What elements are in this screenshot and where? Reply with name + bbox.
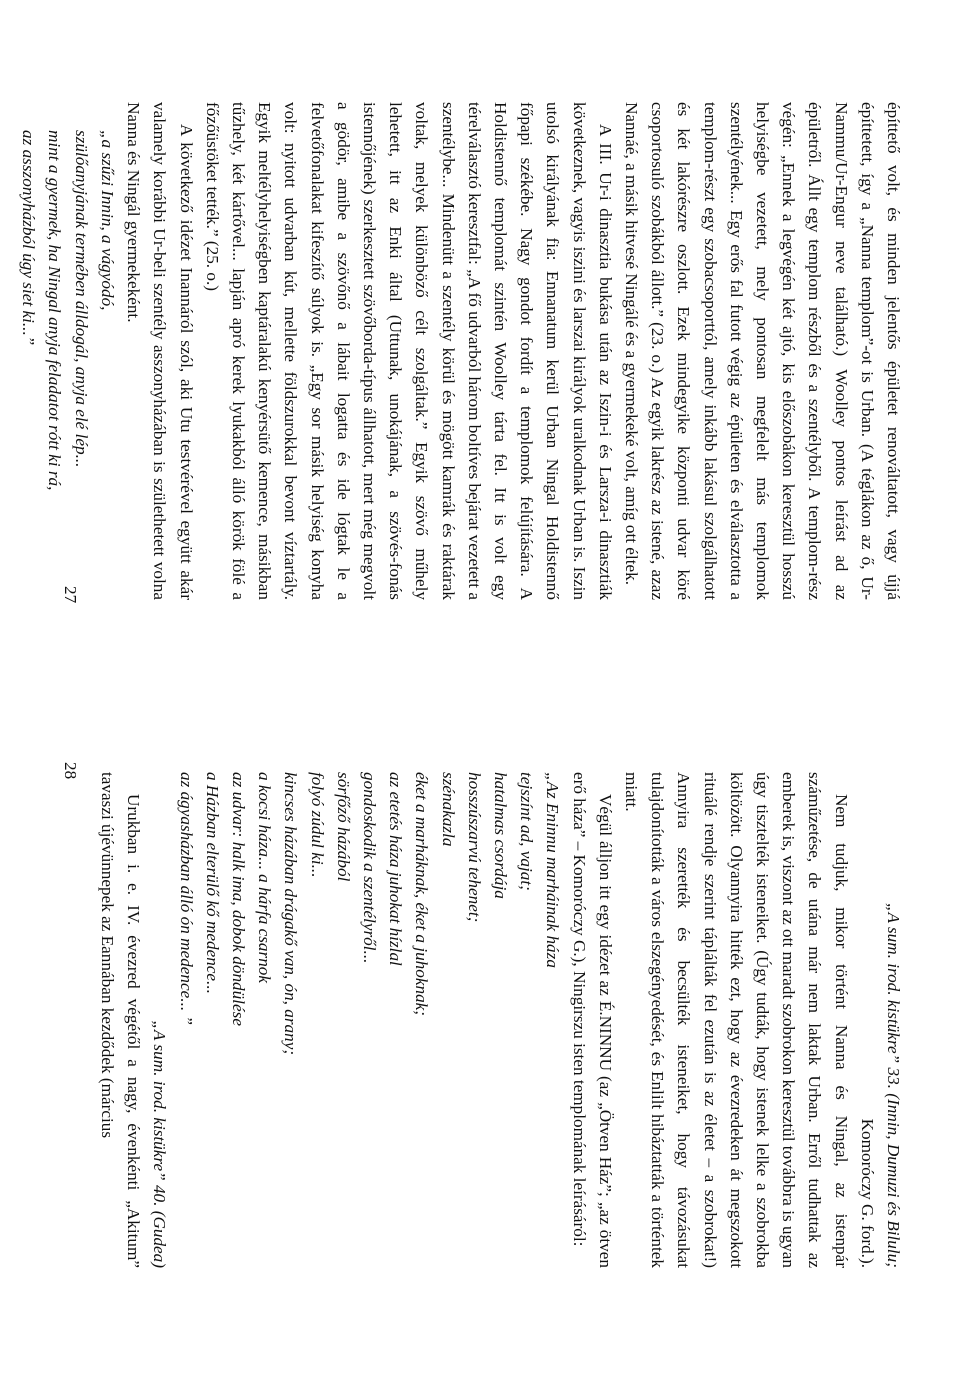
left-paragraph-3: A következő idézet Inannáról szól, aki Utu testvérével együtt akár valamely korábbi Ur-beli szentély asszonyházában is születhetett volna Nanna és Ningál gyermekeként.	[124, 102, 196, 600]
verse-line: az udvar: halk ima, dobok döndülése	[228, 772, 248, 1026]
verse-line: mint a gyermek, ha Ningal anyja feladatot rótt ki rá,	[45, 130, 65, 491]
verse-line: hatalmas csordája	[490, 772, 510, 899]
quote-source-2: „A sum. irod. kistükre” 40. (Gudea)	[150, 1020, 170, 1268]
verse-line: az etetés háza juhokat hízlal	[386, 772, 406, 966]
right-paragraph-1: Nem tudjuk, mikor történt Nanna és Ningal, az istenpár száműzetése, de utána már nem laktak Urban. Erről tudhattak az emberek is, viszont az ott maradt szobrokon keresztül továbbra is ugyan úgy tisztelték isteneiket. (Úgy tudták, hogy istenek lelke a szobrokba költözött. Olyannyira hitték ezt, hogy az évezredeken át megszokott rituálé rendje szerint táplálták fel ezután is az életet – a szobrokat!) Annyira szerették és becsülték isteneiket, hogy távozásukat tulajdonították a város elszegényedését, és Enlilt hibáztatták a történtek miatt.	[621, 772, 851, 1268]
verse-line: „Az Eninnu marháinak háza	[543, 772, 563, 968]
verse-line: az asszonyházból úgy siet ki...”	[19, 130, 39, 346]
page-right	[0, 692, 960, 1384]
left-paragraph-1: építtető volt, és minden jelentős épületet renováltatott, vagy újjá építtetett, így a „Nanna templom”-ot is Urban. (A téglákon az ő, Ur-Nammu/Ur-Engur neve található.) Woolley pontos leírást ad az épületről. Állt egy templom részből és a szentélyből. A templom-rész végén: „Ennek a legvégén két ajtó, kis előszobákon keresztül hosszú helyiségbe vezetett, mely pontosan megfelelt más templomok szentélyének... Egy erős fal futott végig az épületen és elválasztotta a templom-részt egy szobacsoporttól, amely inkább lakásul szolgálhatott és két lakórészre oszlott. Ezek mindegyike központi udvar köré csoportosuló szobákból állott.” (23. o.) Az egyik lakrész az istené, azaz Nannáé, a másik hitvesé Ningálé és a gyermekeké volt, amíg ott éltek.	[621, 102, 903, 600]
quote-source-1-text: „A sum. irod. kistükre” 33. (Innin, Dumuzi és Bilulu;	[884, 902, 903, 1268]
verse-line: kincses házában drágakő van, ón, arany;	[281, 772, 301, 1056]
quote-source-1-translator: Komoróczy G. ford.).	[857, 1118, 877, 1268]
verse-line: hosszúszarvú tehenet;	[464, 772, 484, 923]
verse-line: tejszínt ad, vajat;	[517, 772, 537, 891]
verse-line: az ágyasházban álló ón medence... ”	[176, 772, 196, 1026]
verse-line: gondoskodik a szentélyről...	[359, 772, 379, 964]
left-text-column	[15, 102, 906, 600]
right-paragraph-2: Végül álljon itt egy idézet az É.NINNU (az „Ötven Ház”; „az ötven erő háza” – Komoróczy G.), Ningirszu isten templomának leírásáról:	[569, 772, 615, 1268]
quote-source-1	[880, 772, 906, 1268]
page-number-right: 28	[61, 762, 80, 780]
verse-line: szénakazla	[438, 772, 458, 847]
verse-line: sörfőző házából	[333, 772, 353, 882]
right-paragraph-3: Urukban i. e. IV. évezred végétől a nagy, évenkénti „Akitum” tavaszi újévünnepek az Eannában kezdődek (március	[97, 772, 144, 1268]
page-number-left: 27	[61, 586, 80, 604]
left-paragraph-2: A III. Ur-i dinasztia bukása után az Iszin-i és Larsza-i dinasztiák következnek, vagyis iszini és larszai királyok uralkodnak Urban is. Iszin utolsó királyának fia: Ennanatum kerül Urban Ningal Holdistennő főpapi székébe. Nagy gondot fordít a templomok felújítására. A Holdistennő templomát szintén Woolley tárta fel. Itt is volt egy térelválasztó keresztfal: „A fő udvarból három boltíves bejárat vezetett a szentélybe... Mindenütt a szentély körül és mögött kamrák és raktárak voltak, melyek különböző célt szolgáltak.” Egyik szövő műhely lehetett, itt az Enki által (Uttunak, unokájának, a szövés-fonás istennőjének) szerkesztett szövőborda-típus állhatott, mert még megvolt a gödör, amibe a szövőnő a lábait logatta és ide lógtak le a felvetőfonalakat kifeszítő súlyok is. „Egy sor másik helyiség konyha volt: nyitott udvarban kút, mellette földszurokkal bevont víztartály. Egyik meltélyhelyiségben kaptáralakú kenyérsütő kemence, másikban tűzhely, két kártővel... lapján apró kerek lyukakból álló körök fölé a főzőüstöket tették.” (25. o.)	[202, 102, 615, 600]
left-verse-quote	[15, 102, 120, 600]
right-text-column	[94, 772, 906, 1268]
verse-line: a kocsi háza... a hárfa csarnok	[255, 772, 275, 984]
verse-line: folyó zúdul ki...	[307, 772, 327, 878]
verse-line: „a szűzi Innin, a vágyódó,	[97, 130, 117, 311]
verse-line: éket a marháknak, éket a juhoknak;	[412, 772, 432, 1017]
verse-line: a Házban elterülő kő medence...	[202, 772, 222, 994]
verse-line: szülőanyjának termében álldogál, anyja elé lép...	[71, 130, 91, 468]
right-verse-quote	[172, 772, 565, 1268]
